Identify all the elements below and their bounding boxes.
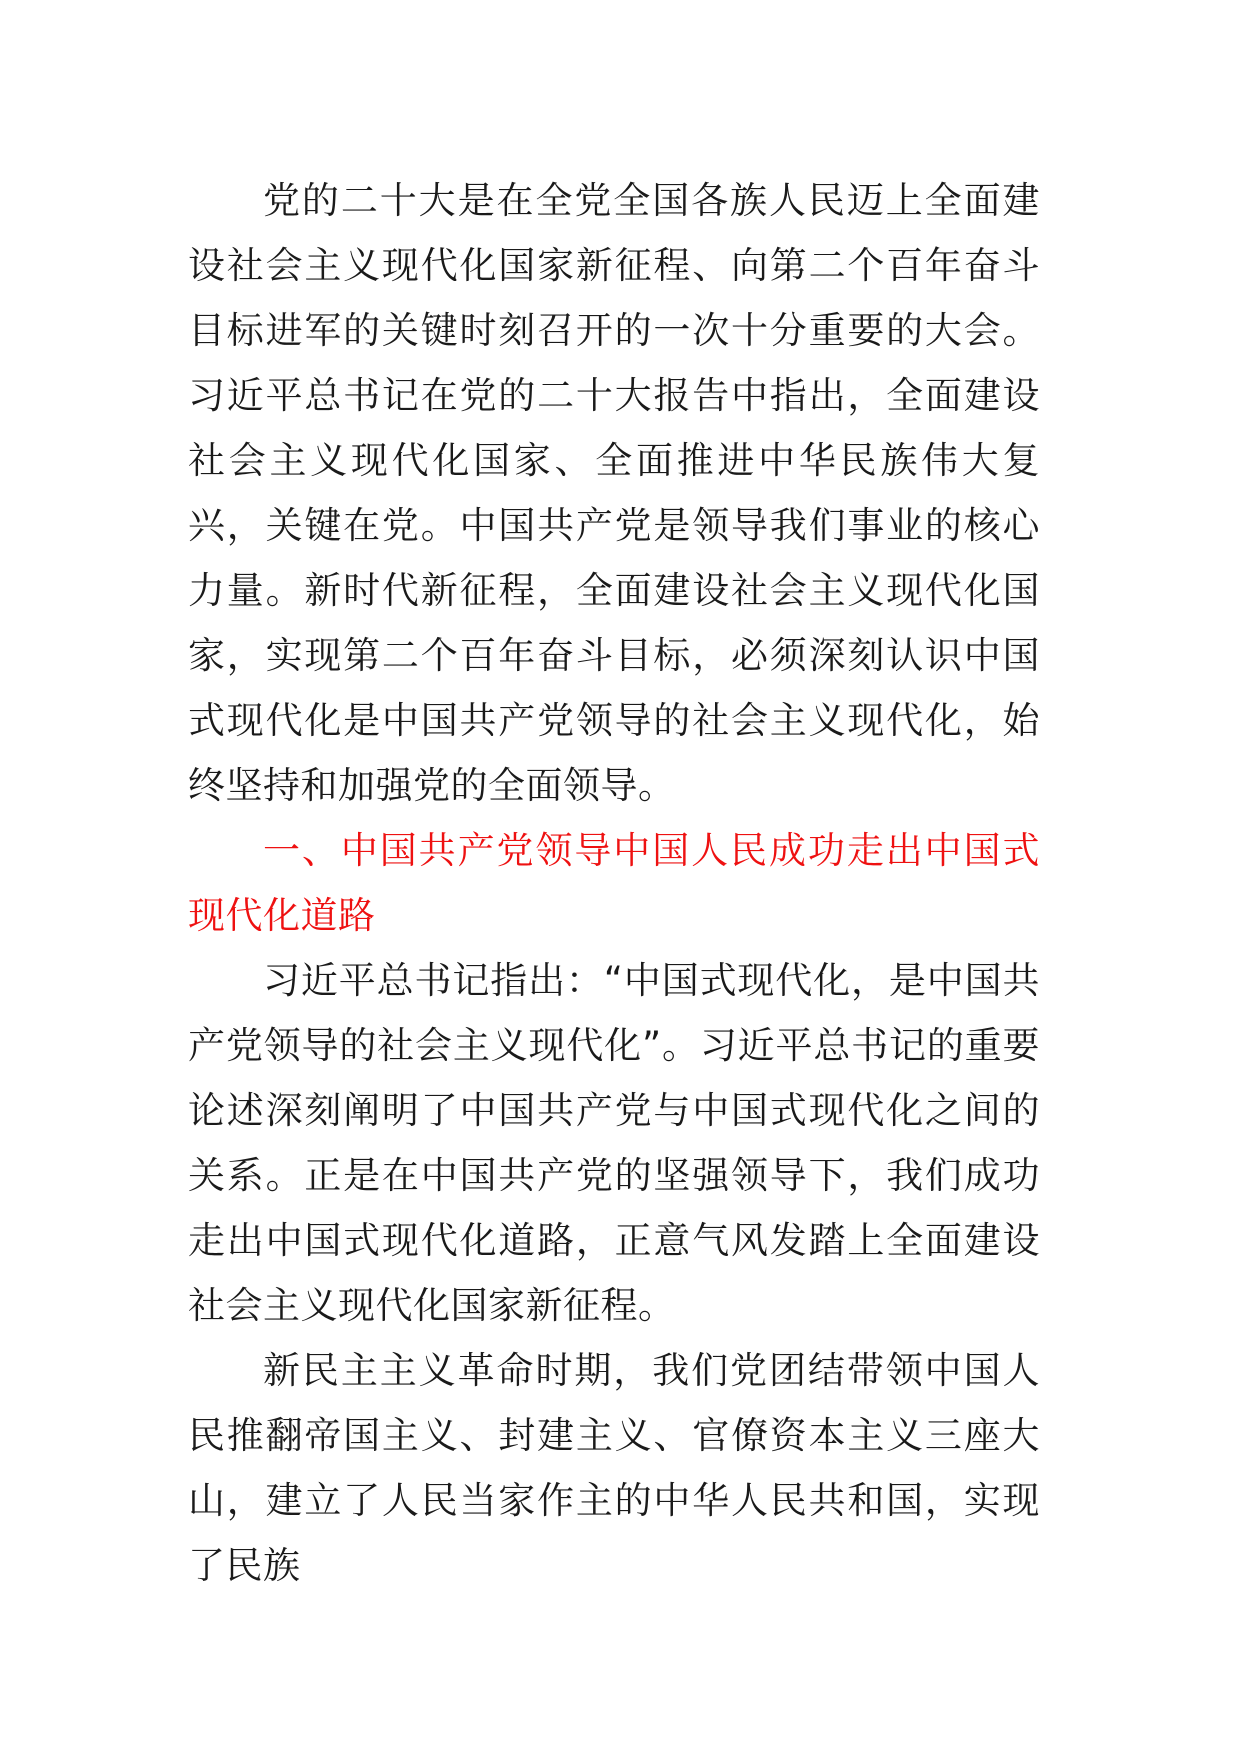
intro-paragraph: 党的二十大是在全党全国各族人民迈上全面建设社会主义现代化国家新征程、向第二个百年奋斗目标进军的关键时刻召开的一次十分重要的大会。习近平总书记在党的二十大报告中指出，全面建设社会主义现代化国家、全面推进中华民族伟大复兴，关键在党。中国共产党是领导我们事业的核心力量。新时代新征程，全面建设社会主义现代化国家，实现第二个百年奋斗目标，必须深刻认识中国式现代化是中国共产党领导的社会主义现代化，始终坚持和加强党的全面领导。: [188, 179, 1040, 807]
history-paragraph: 新民主主义革命时期，我们党团结带领中国人民推翻帝国主义、封建主义、官僚资本主义三座大山，建立了人民当家作主的中华人民共和国，实现了民族: [188, 1349, 1040, 1587]
section-heading: 一、中国共产党领导中国人民成功走出中国式现代化道路: [188, 829, 1040, 937]
document-body: [188, 168, 1040, 1598]
quote-paragraph: 习近平总书记指出：“中国式现代化，是中国共产党领导的社会主义现代化”。习近平总书记的重要论述深刻阐明了中国共产党与中国式现代化之间的关系。正是在中国共产党的坚强领导下，我们成功走出中国式现代化道路，正意气风发踏上全面建设社会主义现代化国家新征程。: [188, 959, 1040, 1327]
